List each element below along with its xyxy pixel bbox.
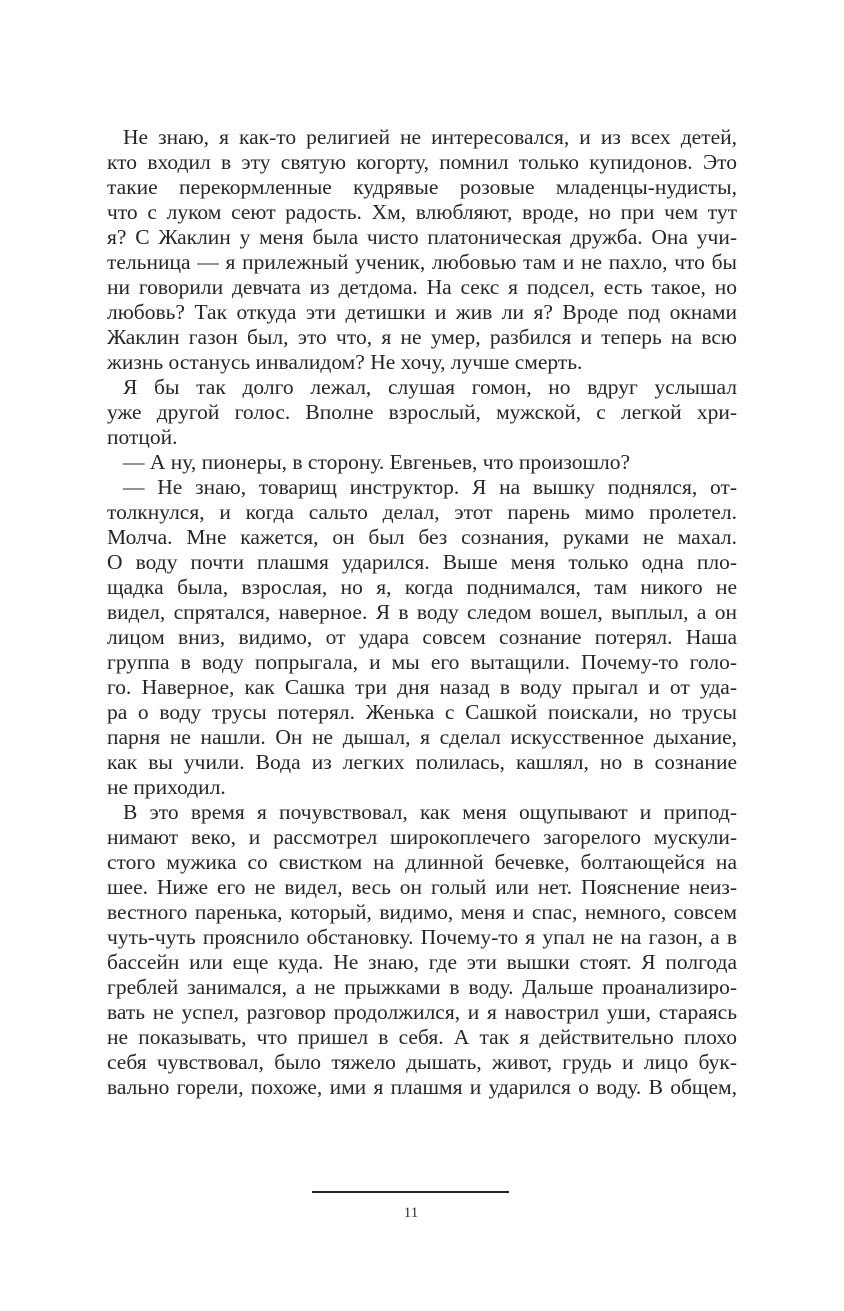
text-line: жизнь останусь инвалидом? Не хочу, лучше смерть. [107,350,583,374]
text-line: Я бы так долго лежал, слушая гомон, но вдруг услышал [123,375,737,399]
text-line: кто входил в эту святую когорту, помнил только купидонов. Это [107,150,737,174]
text-line: как вы учили. Вода из легких полилась, кашлял, но в сознание [107,750,737,774]
text-line: уже другой голос. Вполне взрослый, мужской, с легкой хри- [107,400,737,424]
text-line: толкнулся, и когда сальто делал, этот парень мимо пролетел. [107,500,737,524]
text-line: нимают веко, и рассмотрел широкоплечего загорелого мускули- [107,825,737,849]
text-line: — Не знаю, товарищ инструктор. Я на вышку поднялся, от- [123,475,737,499]
text-line: вать не успел, разговор продолжился, и я навострил уши, стараясь [107,1000,737,1024]
text-line: ни говорили девчата из детдома. На секс я подсел, есть такое, но [107,275,737,299]
text-line: стого мужика со свистком на длинной бечевке, болтающейся на [107,850,737,874]
text-line: Молча. Мне кажется, он был без сознания, руками не махал. [107,525,737,549]
text-line: такие перекормленные кудрявые розовые младенцы-нудисты, [107,175,737,199]
text-line: вестного паренька, который, видимо, меня и спас, немного, совсем [107,900,737,924]
text-line: щадка была, взрослая, но я, когда поднимался, там никого не [107,575,737,599]
text-line: бассейн или еще куда. Не знаю, где эти вышки стоят. Я полгода [107,950,737,974]
body-text [107,125,737,1100]
text-line: я? С Жаклин у меня была чисто платоническая дружба. Она учи- [107,225,737,249]
text-line: го. Наверное, как Сашка три дня назад в воду прыгал и от уда- [107,675,737,699]
text-line: чуть-чуть прояснило обстановку. Почему-то я упал не на газон, а в [107,925,737,949]
text-line: шее. Ниже его не видел, весь он голый или нет. Пояснение неиз- [107,875,737,899]
text-line: лицом вниз, видимо, от удара совсем сознание потерял. Наша [107,625,737,649]
text-line: О воду почти плашмя ударился. Выше меня только одна пло- [107,550,737,574]
text-line: Жаклин газон был, это что, я не умер, разбился и теперь на всю [107,325,737,349]
text-line: любовь? Так откуда эти детишки и жив ли я? Вроде под окнами [107,300,737,324]
text-line: ра о воду трусы потерял. Женька с Сашкой поискали, но трусы [107,700,737,724]
text-line: не показывать, что пришел в себя. А так я действительно плохо [107,1025,737,1049]
text-line: Не знаю, я как-то религией не интересовался, и из всех детей, [123,125,737,149]
text-line: — А ну, пионеры, в сторону. Евгеньев, что произошло? [123,450,631,474]
text-line: В это время я почувствовал, как меня ощупывают и припод- [123,800,737,824]
text-line: парня не нашли. Он не дышал, я сделал искусственное дыхание, [107,725,737,749]
text-line: не приходил. [107,775,226,799]
text-line: греблей занимался, а не прыжками в воду. Дальше проанализиро- [107,975,737,999]
text-line: вально горели, похоже, ими я плашмя и ударился о воду. В общем, [107,1075,737,1099]
text-line: что с луком сеют радость. Хм, влюбляют, вроде, но при чем тут [107,200,737,224]
page-number: 11 [403,1205,419,1221]
text-line: группа в воду попрыгала, и мы его вытащили. Почему-то голо- [107,650,737,674]
text-line: видел, спрятался, наверное. Я в воду следом вошел, выплыл, а он [107,600,737,624]
text-line: тельница — я прилежный ученик, любовью там и не пахло, что бы [107,250,737,274]
text-line: себя чувствовал, было тяжело дышать, живот, грудь и лицо бук- [107,1050,737,1074]
footer-rule [312,1191,509,1193]
text-line: потцой. [107,425,178,449]
